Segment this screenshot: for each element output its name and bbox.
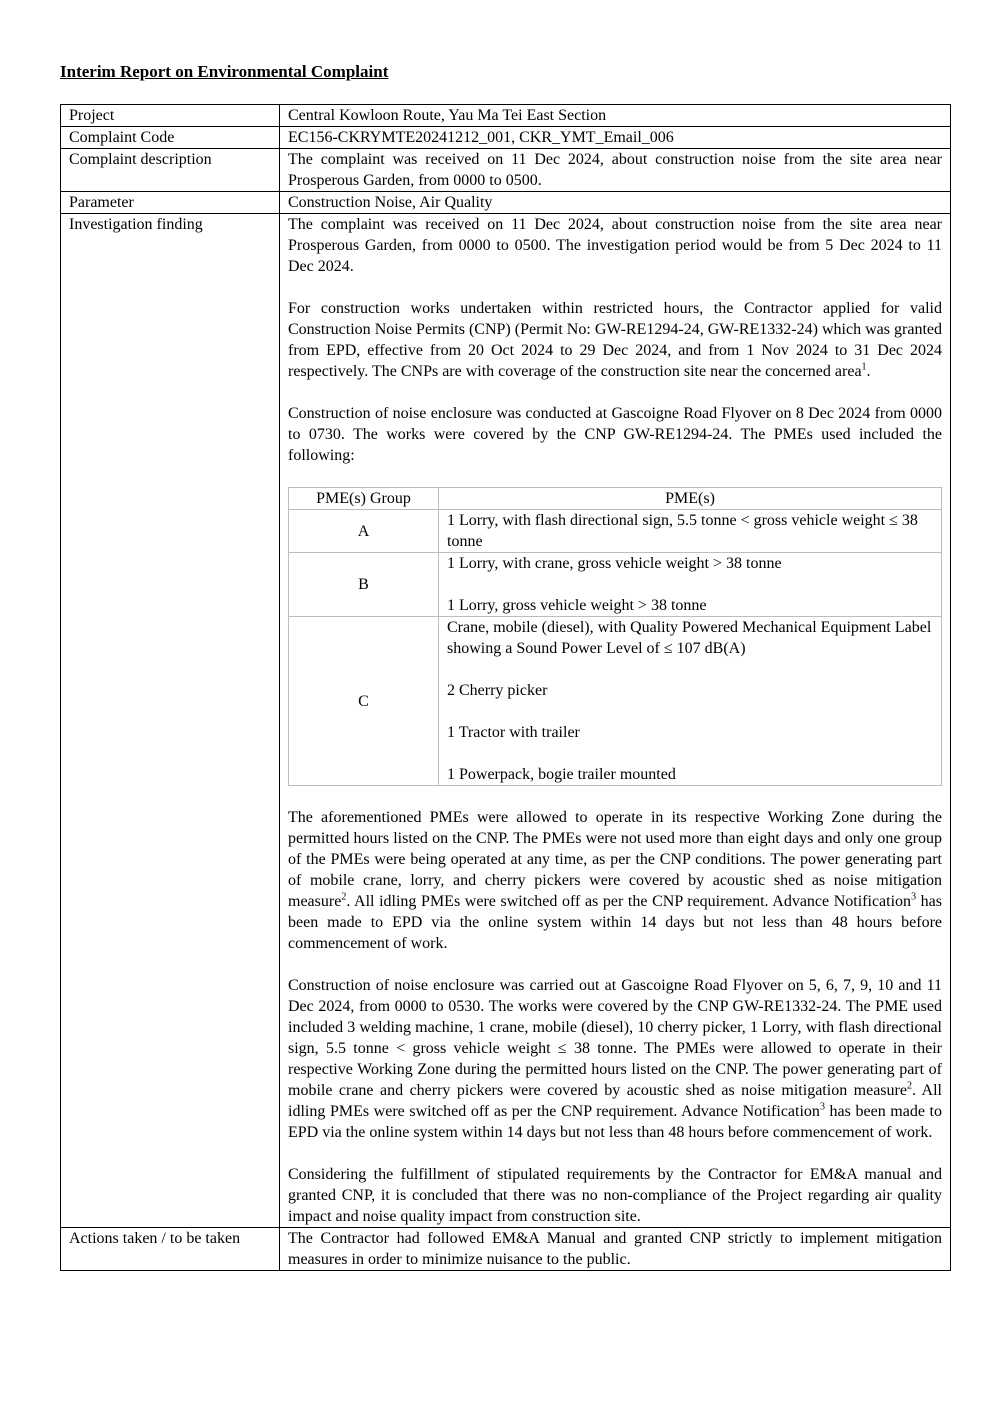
footnote-ref-2: 2 bbox=[906, 1080, 912, 1092]
finding-paragraph-4 bbox=[288, 807, 942, 954]
investigation-finding-value bbox=[280, 214, 951, 1228]
pme-row-c bbox=[289, 617, 942, 786]
pme-row-b bbox=[289, 553, 942, 617]
finding-paragraph-5-part-c: has been made to EPD via the online system within 14 days but not less than 48 hours before commencement of work. bbox=[288, 1103, 943, 1141]
complaint-description-label: Complaint description bbox=[61, 149, 280, 192]
footnote-ref-3: 3 bbox=[819, 1101, 825, 1113]
complaint-code-value: EC156-CKRYMTE20241212_001, CKR_YMT_Email_006 bbox=[280, 127, 951, 149]
pme-item: 1 Lorry, with crane, gross vehicle weight > 38 tonne bbox=[447, 555, 782, 572]
complaint-description-text: The complaint was received on 11 Dec 2024, about construction noise from the site area near Prosperous Garden, from 0000 to 0500. bbox=[288, 151, 942, 189]
finding-paragraph-5-part-b: . All idling PMEs were switched off as per the CNP requirement. Advance Notification bbox=[288, 1082, 942, 1120]
pme-group-c: C bbox=[289, 617, 439, 786]
complaint-table bbox=[60, 104, 951, 1271]
project-row bbox=[61, 105, 951, 127]
pme-item: 1 Lorry, gross vehicle weight > 38 tonne bbox=[447, 597, 707, 614]
parameter-row bbox=[61, 192, 951, 214]
footnote-ref-2: 2 bbox=[341, 891, 347, 903]
pme-item: 2 Cherry picker bbox=[447, 682, 548, 699]
pme-item: Crane, mobile (diesel), with Quality Powered Mechanical Equipment Label showing a Sound Power Level of ≤ 107 dB(A) bbox=[447, 619, 932, 657]
finding-paragraph-5 bbox=[288, 975, 942, 1143]
complaint-description-value bbox=[280, 149, 951, 192]
report-title: Interim Report on Environmental Complaint bbox=[60, 62, 389, 81]
project-value: Central Kowloon Route, Yau Ma Tei East Section bbox=[280, 105, 951, 127]
parameter-value: Construction Noise, Air Quality bbox=[280, 192, 951, 214]
finding-paragraph-2 bbox=[288, 298, 942, 382]
pme-item: 1 Powerpack, bogie trailer mounted bbox=[447, 766, 676, 783]
complaint-code-row bbox=[61, 127, 951, 149]
pme-item: 1 Lorry, with flash directional sign, 5.5 tonne < gross vehicle weight ≤ 38 tonne bbox=[447, 512, 918, 550]
finding-paragraph-2-text: For construction works undertaken within restricted hours, the Contractor applied for valid Construction Noise Permits (CNP) (Permit No: GW-RE1294-24, GW-RE1332-24) which was granted from EPD, effective from 20 Oct 2024 to 29 Dec 2024, and from 1 Nov 2024 to 31 Dec 2024 respectively. The CNPs are with coverage of the construction site near the concerned area bbox=[288, 300, 942, 380]
pme-group-a: A bbox=[289, 510, 439, 553]
investigation-finding-row bbox=[61, 214, 951, 1228]
pme-group-header: PME(s) Group bbox=[289, 488, 439, 510]
finding-paragraph-4-part-c: has been made to EPD via the online system within 14 days but not less than 48 hours before commencement of work. bbox=[288, 893, 943, 952]
actions-row bbox=[61, 1228, 951, 1271]
footnote-ref-3: 3 bbox=[911, 891, 917, 903]
finding-paragraph-5-part-a: Construction of noise enclosure was carried out at Gascoigne Road Flyover on 5, 6, 7, 9, 10 and 11 Dec 2024, from 0000 to 0530. The works were covered by the CNP GW-RE1332-24. The PME used included 3 welding machine, 1 crane, mobile (diesel), 10 cherry picker, 1 Lorry, with flash directional sign, 5.5 tonne < gross vehicle weight ≤ 38 tonne. The PMEs were allowed to operate in their respective Working Zone during the permitted hours listed on the CNP. The power generating part of mobile crane and cherry pickers were covered by acoustic shed as noise mitigation measure bbox=[288, 977, 942, 1099]
project-label: Project bbox=[61, 105, 280, 127]
pme-items-b bbox=[439, 553, 942, 617]
pme-group-b: B bbox=[289, 553, 439, 617]
finding-paragraph-2-end: . bbox=[866, 363, 871, 380]
finding-paragraph-1: The complaint was received on 11 Dec 2024, about construction noise from the site area near Prosperous Garden, from 0000 to 0500. The investigation period would be from 5 Dec 2024 to 11 Dec 2024. bbox=[288, 216, 942, 275]
complaint-code-label: Complaint Code bbox=[61, 127, 280, 149]
parameter-label: Parameter bbox=[61, 192, 280, 214]
finding-paragraph-4-part-a: The aforementioned PMEs were allowed to operate in its respective Working Zone during the permitted hours listed on the CNP. The PMEs were not used more than eight days and only one group of the PMEs were being operated at any time, as per the CNP conditions. The power generating part of mobile crane, lorry, and cherry pickers were covered by acoustic shed as noise mitigation measure bbox=[288, 809, 942, 910]
finding-paragraph-4-part-b: . All idling PMEs were switched off as per the CNP requirement. Advance Notification bbox=[346, 893, 912, 910]
footnote-ref-1: 1 bbox=[861, 361, 867, 373]
pme-items-a bbox=[439, 510, 942, 553]
pme-table bbox=[288, 487, 942, 786]
pme-row-a bbox=[289, 510, 942, 553]
pme-items-c bbox=[439, 617, 942, 786]
actions-text: The Contractor had followed EM&A Manual and granted CNP strictly to implement mitigation measures in order to minimize nuisance to the public. bbox=[288, 1230, 942, 1268]
pme-header: PME(s) bbox=[439, 488, 942, 510]
complaint-description-row bbox=[61, 149, 951, 192]
actions-value bbox=[280, 1228, 951, 1271]
actions-label: Actions taken / to be taken bbox=[61, 1228, 280, 1271]
pme-item: 1 Tractor with trailer bbox=[447, 724, 580, 741]
finding-paragraph-6: Considering the fulfillment of stipulated requirements by the Contractor for EM&A manual and granted CNP, it is concluded that there was no non-compliance of the Project regarding air quality impact and noise quality impact from construction site. bbox=[288, 1166, 942, 1225]
pme-header-row bbox=[289, 488, 942, 510]
finding-paragraph-3: Construction of noise enclosure was conducted at Gascoigne Road Flyover on 8 Dec 2024 from 0000 to 0730. The works were covered by the CNP GW-RE1294-24. The PMEs used included the following: bbox=[288, 405, 942, 464]
investigation-finding-label: Investigation finding bbox=[61, 214, 280, 1228]
